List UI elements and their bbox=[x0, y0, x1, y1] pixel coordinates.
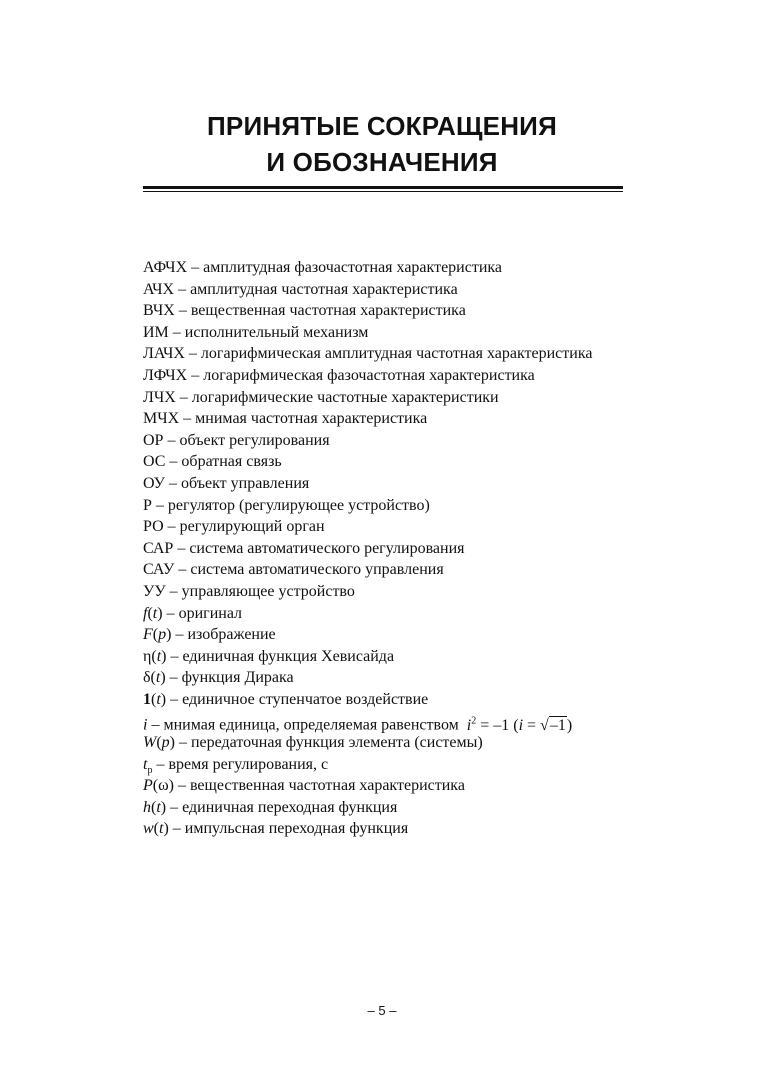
imaginary-unit-formula: $i^2 = -1$ (i = √–1) bbox=[466, 715, 573, 734]
list-item: САР – система автоматического регулирования bbox=[143, 539, 465, 557]
page-title-line-1: ПРИНЯТЫЕ СОКРАЩЕНИЯ bbox=[207, 111, 557, 141]
notation-f-of-t: f(t) – оригинал bbox=[143, 604, 243, 622]
notation-P-of-omega: P(ω) – вещественная частотная характеристика bbox=[143, 777, 465, 795]
notation-desc: – импульсная переходная функция bbox=[172, 820, 409, 838]
notation-desc: – единичная функция Хевисайда bbox=[170, 647, 395, 665]
notation-desc: – оригинал bbox=[166, 604, 243, 622]
notation-desc: – передаточная функция элемента (системы) bbox=[178, 734, 483, 752]
list-item: АЧХ – амплитудная частотная характеристика bbox=[143, 280, 458, 298]
list-item: Р – регулятор (регулирующее устройство) bbox=[143, 496, 430, 514]
notation-desc: – мнимая единица, определяемая равенством bbox=[151, 716, 459, 734]
list-item: ВЧХ – вещественная частотная характеристика bbox=[143, 302, 466, 320]
notation-delta-of-t: δ(t) – функция Дирака bbox=[143, 669, 294, 687]
notation-h-of-t: h(t) – единичная переходная функция bbox=[143, 798, 398, 816]
list-item: АФЧХ – амплитудная фазочастотная характеристика bbox=[143, 259, 503, 276]
list-item: ОС – обратная связь bbox=[143, 453, 282, 471]
notation-desc: – вещественная частотная характеристика bbox=[177, 777, 465, 795]
notation-desc: – единичная переходная функция bbox=[170, 798, 398, 816]
notation-desc: – изображение bbox=[175, 626, 276, 644]
list-item: ОР – объект регулирования bbox=[143, 431, 330, 449]
notation-desc: – время регулирования, с bbox=[156, 755, 329, 773]
list-item: ЛФЧХ – логарифмическая фазочастотная характеристика bbox=[143, 366, 535, 384]
notation-W-of-p: W(p) – передаточная функция элемента (системы) bbox=[143, 734, 483, 752]
list-item: ЛЧХ – логарифмические частотные характеристики bbox=[143, 388, 499, 406]
title-divider-thick bbox=[143, 186, 623, 189]
page-title bbox=[0, 108, 764, 180]
notation-imaginary-unit: i – мнимая единица, определяемая равенством $i^2 = -1$ (i = √–1) bbox=[143, 715, 573, 734]
notation-w-of-t: w(t) – импульсная переходная функция bbox=[143, 820, 409, 838]
list-item: МЧХ – мнимая частотная характеристика bbox=[143, 410, 428, 428]
list-item: ИМ – исполнительный механизм bbox=[143, 323, 369, 341]
notation-t-p: $t_р$ – время регулирования, с bbox=[143, 755, 329, 776]
page-number: – 5 – bbox=[367, 1003, 397, 1018]
list-item: РО – регулирующий орган bbox=[143, 518, 325, 536]
list-item: САУ – система автоматического управления bbox=[143, 561, 444, 579]
notation-desc: – функция Дирака bbox=[169, 669, 294, 687]
list-item: ОУ – объект управления bbox=[143, 474, 310, 492]
list-item: ЛАЧХ – логарифмическая амплитудная частотная характеристика bbox=[143, 345, 593, 363]
notation-desc: – единичное ступенчатое воздействие bbox=[170, 690, 429, 708]
list-item: УУ – управляющее устройство bbox=[143, 582, 355, 600]
notation-eta-of-t: η(t) – единичная функция Хевисайда bbox=[143, 647, 395, 665]
abbreviation-list bbox=[143, 257, 703, 840]
notation-one-of-t: 1(t) – единичное ступенчатое воздействие bbox=[143, 690, 429, 708]
title-divider-thin bbox=[143, 191, 623, 192]
notation-F-of-p: F(p) – изображение bbox=[143, 626, 276, 644]
page-title-line-2: И ОБОЗНАЧЕНИЯ bbox=[266, 147, 498, 177]
